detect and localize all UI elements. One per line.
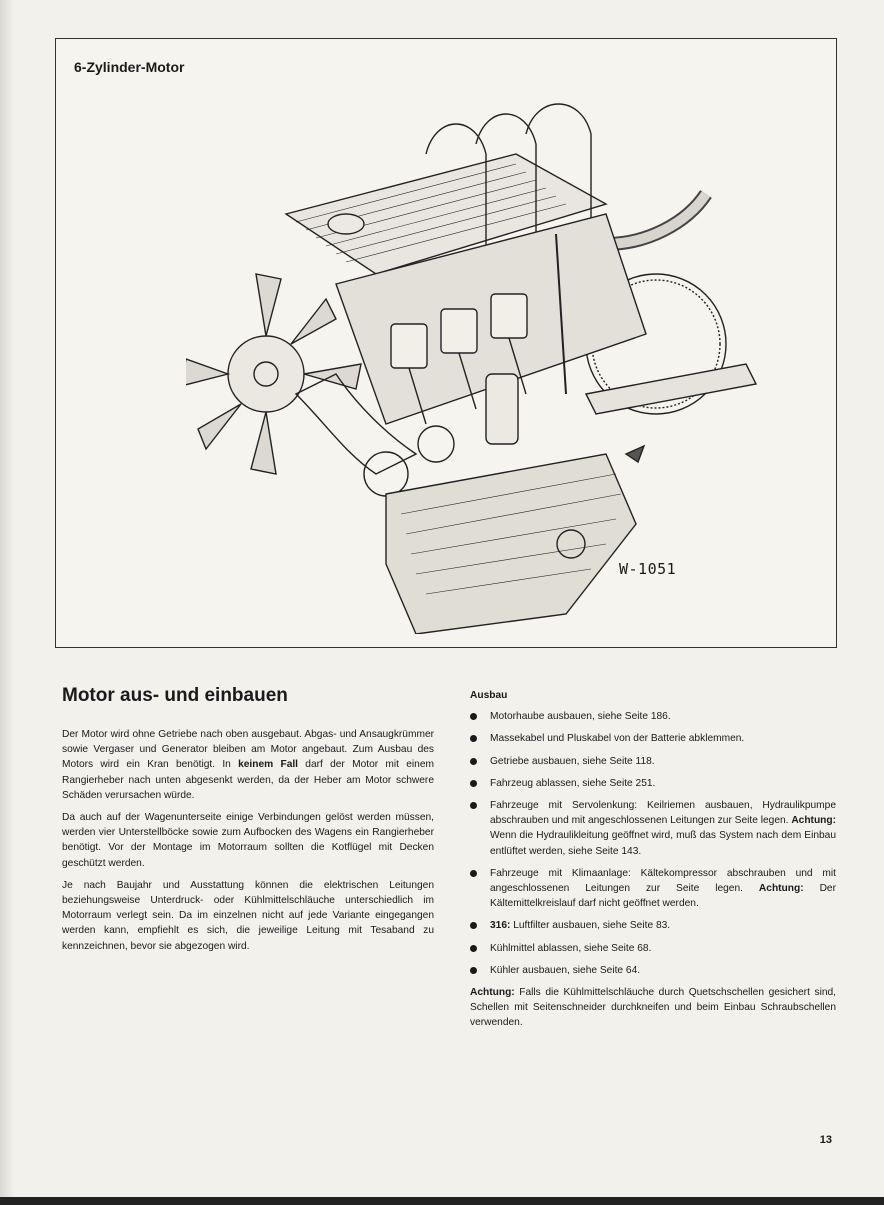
intro-paragraph-1: Der Motor wird ohne Getriebe nach oben ausgebaut. Abgas- und Ansaugkrümmer sowie Vergaser und Generator bleiben am Motor angebaut. Zum Ausbau des Motors wird ein Kran benötigt. In keinem Fall darf der Motor mit einem Rangierheber nach unten abgesenkt werden, da der Heber am Motor schwere Schäden verursachen würde. <box>62 729 434 801</box>
step-item: Fahrzeuge mit Servolenkung: Keilriemen ausbauen, Hydraulikpumpe abschrauben und mit angeschlossenen Leitungen zur Seite legen. Achtung: Wenn die Hydraulikleitung geöffnet wird, muß das System nach dem Einbau entlüftet werden, siehe Seite 143. <box>470 798 836 859</box>
removal-steps-list <box>470 709 836 978</box>
step-item: Fahrzeuge mit Klimaanlage: Kältekompressor abschrauben und mit angeschlossenen Leitungen zur Seite legen. Achtung: Der Kältemittelkreislauf darf nicht geöffnet werden. <box>470 866 836 912</box>
step-item: Motorhaube ausbauen, siehe Seite 186. <box>470 709 836 724</box>
step-item: Massekabel und Pluskabel von der Batterie abklemmen. <box>470 731 836 746</box>
intro-column <box>62 727 434 961</box>
figure-code: W-1051 <box>619 560 677 578</box>
step-item: 316: Luftfilter ausbauen, siehe Seite 83. <box>470 918 836 933</box>
removal-subhead: Ausbau <box>470 690 508 701</box>
engine-figure <box>55 38 837 648</box>
page-edge-shadow <box>0 0 14 1205</box>
step-item: Kühlmittel ablassen, siehe Seite 68. <box>470 941 836 956</box>
caution-note: Achtung: Falls die Kühlmittelschläuche durch Quetschschellen gesichert sind, Schellen mit Seitenschneider durchkneifen und beim Einbau Schraubschellen verwenden. <box>470 987 836 1029</box>
figure-title: 6-Zylinder-Motor <box>74 59 185 75</box>
step-item: Fahrzeug ablassen, siehe Seite 251. <box>470 776 836 791</box>
step-item: Getriebe ausbauen, siehe Seite 118. <box>470 754 836 769</box>
section-title: Motor aus- und einbauen <box>62 685 288 706</box>
engine-illustration <box>186 94 766 634</box>
scan-bottom-edge <box>0 1197 884 1205</box>
page-number: 13 <box>819 1134 832 1146</box>
step-item: Kühler ausbauen, siehe Seite 64. <box>470 963 836 978</box>
removal-steps-column <box>470 688 836 1031</box>
intro-paragraph-3: Je nach Baujahr und Ausstattung können die elektrischen Leitungen beziehungsweise Unterdruck- oder Kühlmittelschläuche unterschiedlich im Motorraum verlegt sein. Da im einzelnen nicht auf jede Variante eingegangen werden kann, empfiehlt es sich, die jeweilige Leitung mit Tesaband zu kennzeichnen, bevor sie abgezogen wird. <box>62 879 434 952</box>
intro-paragraph-2: Da auch auf der Wagenunterseite einige Verbindungen gelöst werden müssen, werden vier Unterstellböcke sowie zum Aufbocken des Wagens ein Rangierheber benötigt. Vor der Montage im Motorraum sollten die Kotflügel mit Decken geschützt werden. <box>62 812 434 869</box>
